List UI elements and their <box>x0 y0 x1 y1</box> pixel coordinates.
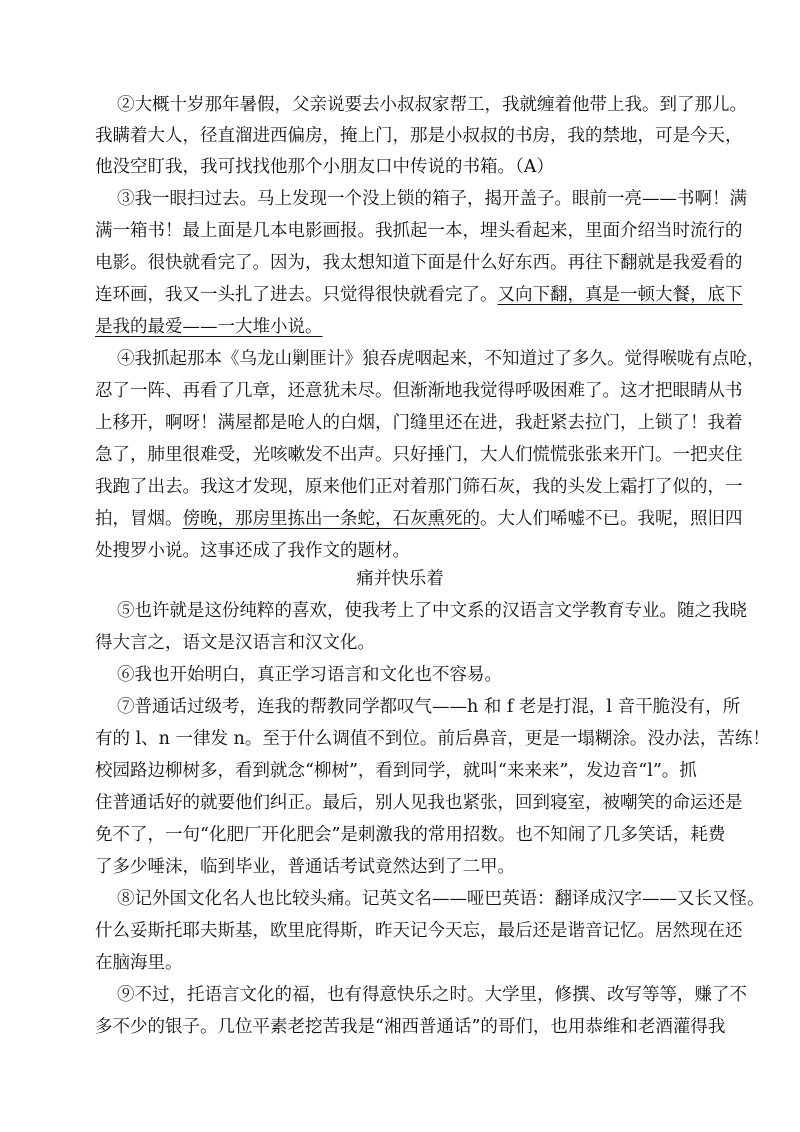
paragraph-7-line-6: 了多少唾沫，临到毕业，普通话考试竟然达到了二甲。 <box>95 857 515 877</box>
paragraph-3-line-2: 满一箱书！最上面是几本电影画报。我抓起一本，埋头看起来，里面介绍当时流行的 <box>95 221 743 241</box>
paragraph-4-line-2: 忍了一阵、再看了几章，还意犹未尽。但渐渐地我觉得呼吸困难了。这才把眼睛从书 <box>95 381 743 401</box>
paragraph-8-line-3: 在脑海里。 <box>95 953 183 973</box>
section-heading: 痛并快乐着 <box>356 569 444 589</box>
plain-text: 连环画，我又一头扎了进去。只觉得很快就看完了。 <box>95 285 498 305</box>
paragraph-4-line-1: ④我抓起那本《乌龙山剿匪计》狼吞虎咽起来，不知道过了多久。觉得喉咙有点呛， <box>117 349 765 369</box>
paragraph-7-line-5: 免不了，一句“化肥厂开化肥会”是刺激我的常用招数。也不知闹了几多笑话，耗费 <box>95 825 726 845</box>
paragraph-4-line-7: 处搜罗小说。这事还成了我作文的题材。 <box>95 541 410 561</box>
paragraph-3-line-3: 电影。很快就看完了。因为，我太想知道下面是什么好东西。再往下翻就是我爱看的 <box>95 253 743 273</box>
paragraph-5-line-2: 得大言之，语文是汉语言和汉文化。 <box>95 633 375 653</box>
underlined-sentence: 是我的最爱——一大堆小说。 <box>95 317 323 337</box>
paragraph-3-line-4 <box>95 283 743 307</box>
paragraph-2-line-2: 我瞒着大人，径直溜进西偏房，掩上门，那是小叔叔的书房，我的禁地，可是今天， <box>95 126 743 146</box>
paragraph-3-line-1: ③我一眼扫过去。马上发现一个没上锁的箱子，揭开盖子。眼前一亮——书啊！满 <box>117 189 747 209</box>
paragraph-2-line-3: 他没空盯我，我可找找他那个小朋友口中传说的书箱。（A） <box>95 157 554 177</box>
paragraph-9-line-1: ⑨不过，托语言文化的福，也有得意快乐之时。大学里，修撰、改写等等，赚了不 <box>117 985 747 1005</box>
paragraph-3-line-5 <box>95 315 323 339</box>
paragraph-2-line-1: ②大概十岁那年暑假，父亲说要去小叔叔家帮工，我就缠着他带上我。到了那儿。 <box>117 95 747 115</box>
paragraph-4-line-6 <box>95 507 743 531</box>
paragraph-9-line-2: 多不少的银子。几位平素老挖苦我是“湘西普通话”的哥们，也用恭维和老酒灌得我 <box>95 1017 726 1037</box>
paragraph-8-line-1: ⑧记外国文化名人也比较头痛。记英文名——哑巴英语：翻译成汉字——又长又怪。 <box>117 889 765 909</box>
paragraph-7-line-1: ⑦普通话过级考，连我的帮教同学都叹气——h 和 f 老是打混，l 音干脆没有，所 <box>117 697 741 717</box>
underlined-sentence: 傍晚，那房里拣出一条蛇，石灰熏死的 <box>182 509 480 529</box>
paragraph-6-line-1: ⑥我也开始明白，真正学习语言和文化也不容易。 <box>117 665 502 685</box>
paragraph-7-line-3: 校园路边柳树多，看到就念“柳树”，看到同学，就叫“来来来”，发边音“l”。抓 <box>95 761 697 781</box>
paragraph-4-line-4: 急了，肺里很难受，光咳嗽发不出声。只好捶门，大人们慌慌张张来开门。一把夹住 <box>95 445 743 465</box>
paragraph-7-line-2: 有的 l、n 一律发 n。至于什么调值不到位。前后鼻音，更是一塌糊涂。没办法，苦练！ <box>95 729 770 749</box>
paragraph-4-line-3: 上移开，啊呀！满屋都是呛人的白烟，门缝里还在进，我赶紧去拉门，上锁了！我着 <box>95 413 743 433</box>
plain-text: 拍，冒烟。 <box>95 509 183 529</box>
underlined-sentence: 又向下翻，真是一顿大餐，底下 <box>497 285 743 305</box>
paragraph-5-line-1: ⑤也许就是这份纯粹的喜欢，使我考上了中文系的汉语言文学教育专业。随之我晓 <box>117 601 747 621</box>
paragraph-8-line-2: 什么妥斯托耶夫斯基，欧里庇得斯，昨天记今天忘，最后还是谐音记忆。居然现在还 <box>95 921 743 941</box>
paragraph-4-line-5: 我跑了出去。我这才发现，原来他们正对着那门筛石灰，我的头发上霜打了似的，一 <box>95 477 743 497</box>
paragraph-7-line-4: 住普通话好的就要他们纠正。最后，别人见我也紧张，回到寝室，被嘲笑的命运还是 <box>95 793 743 813</box>
plain-text: 。大人们唏嘘不已。我呢，照旧四 <box>480 509 743 529</box>
